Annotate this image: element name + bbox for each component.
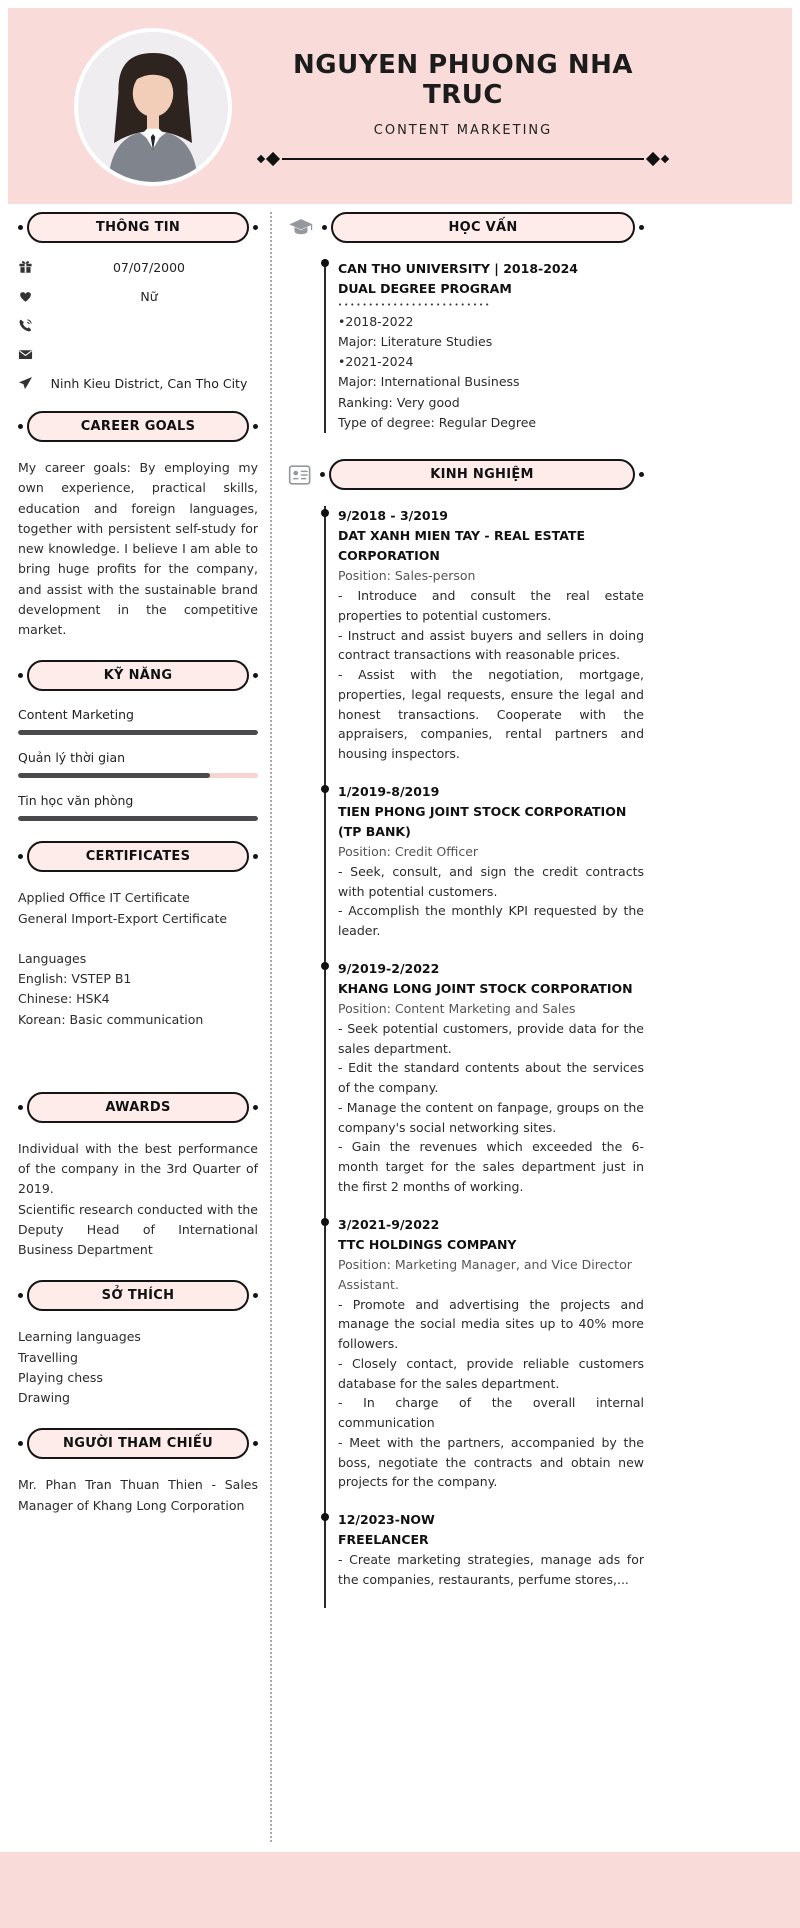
skill-item [18,707,258,735]
job-company: FREELANCER [338,1532,429,1548]
education-line: •2018-2022 [338,313,414,329]
job-bullet: - Seek potential customers, provide data for the sales department. [338,1020,644,1056]
section-heading-row [18,841,258,872]
job-entry-3 [326,959,644,1215]
diamond-icon [646,152,660,166]
skill-item [18,793,258,821]
timeline-dot [321,962,329,970]
section-heading-row [18,1428,258,1459]
section-heading-row [18,660,258,691]
education-school: CAN THO UNIVERSITY | 2018-2024 [338,261,578,276]
job-company: TTC HOLDINGS COMPANY [338,1236,517,1252]
section-heading-experience: KINH NGHIỆM [329,459,635,490]
pill-dot [639,472,644,477]
hobby-line: Drawing [18,1390,70,1405]
skill-label: Content Marketing [18,707,134,723]
job-entry-4 [326,1215,644,1511]
header-band [8,8,792,204]
birthday-value: 07/07/2000 [112,259,186,275]
mail-icon [18,347,40,362]
job-position: Position: Credit Officer [338,843,479,859]
section-heading-awards: AWARDS [27,1092,249,1123]
pill-dot [253,225,258,230]
right-column [288,212,644,1628]
info-row-phone [18,317,258,333]
career-goals-text: My career goals: By employing my own experience, practical skills, education and foreign languages, together with persistent self-study for new knowledge. I believe I am able to bring huge profits for the company, and assist with the sustainable brand development in the competitive market. [18,460,258,637]
job-company: TIEN PHONG JOINT STOCK CORPORATION (TP BANK) [338,803,627,839]
section-heading-info: THÔNG TIN [27,212,249,243]
section-heading-row [18,411,258,442]
address-value: Ninh Kieu District, Can Tho City [50,375,248,391]
pill-dot [253,424,258,429]
skill-bar-fill [18,773,210,778]
pill-dot [253,673,258,678]
gift-icon [18,260,40,275]
phone-icon [18,318,40,333]
job-position: Position: Marketing Manager, and Vice Director Assistant. [338,1256,632,1292]
avatar-illustration [78,32,228,182]
skill-item [18,750,258,778]
job-bullet: - Manage the content on fanpage, groups on the company's social networking sites. [338,1099,644,1135]
header-divider [258,154,668,164]
info-row-email [18,346,258,362]
pill-dot [320,472,325,477]
candidate-name: NGUYEN PHUONG NHA TRUC [293,50,633,110]
location-arrow-icon [18,376,40,391]
section-references [18,1428,258,1516]
pill-dot [18,1441,23,1446]
job-period: 3/2021-9/2022 [338,1216,440,1232]
section-skills [18,660,258,821]
reference-text: Mr. Phan Tran Thuan Thien - Sales Manager of Khang Long Corporation [18,1477,258,1513]
job-bullet: - Create marketing strategies, manage ads for the companies, restaurants, perfume stores,... [338,1552,644,1587]
skill-bar-track [18,730,258,735]
section-awards [18,1092,258,1261]
pill-dot [322,225,327,230]
skill-bar-fill [18,816,258,821]
section-heading-row [18,212,258,243]
certificate-line: Korean: Basic communication [18,1011,204,1027]
job-bullet: - Gain the revenues which exceeded the 6-month target for the sales department just in the first 2 months of working. [338,1139,644,1194]
section-heading-hobbies: SỞ THÍCH [27,1280,249,1311]
skill-bar-track [18,773,258,778]
pill-dot [253,854,258,859]
graduation-cap-icon [288,218,314,238]
pill-dot [639,225,644,230]
job-period: 9/2019-2/2022 [338,960,440,976]
header-text [258,50,668,164]
section-heading-career-goals: CAREER GOALS [27,411,249,442]
diamond-icon [266,152,280,166]
pill-dot [18,854,23,859]
section-experience [288,459,644,1608]
job-period: 1/2019-8/2019 [338,783,440,799]
timeline-dot [321,259,329,267]
footer-band [0,1852,800,1928]
certificate-line: Languages [18,950,87,966]
dotted-separator: ••••••••••••••••••••••••• [338,301,492,309]
education-line: Major: International Business [338,374,520,390]
left-column [18,212,258,1536]
divider-line [282,158,644,160]
job-bullet: - Introduce and consult the real estate properties to potential customers. [338,588,644,623]
id-card-icon [288,464,312,486]
certificate-line: Applied Office IT Certificate [18,890,190,906]
job-bullet: - Meet with the partners, accompanied by the boss, negotiate the contracts and obtain new projects for the company. [338,1434,644,1490]
education-line: Ranking: Very good [338,394,460,410]
education-entry [324,259,644,433]
job-bullet: - Closely contact, provide reliable customers database for the sales department. [338,1355,644,1391]
section-heading-row [288,212,644,243]
info-row-gender [18,288,258,304]
gender-value: Nữ [140,288,158,304]
education-line: Major: Literature Studies [338,333,493,349]
section-heading-row [18,1280,258,1311]
job-period: 9/2018 - 3/2019 [338,508,448,524]
candidate-title: CONTENT MARKETING [373,123,553,138]
pill-dot [18,673,23,678]
pill-dot [18,1293,23,1298]
education-line: Type of degree: Regular Degree [338,414,537,430]
heart-icon [18,289,40,304]
skill-bar-fill [18,730,258,735]
job-entry-5 [326,1510,644,1608]
hobby-line: Learning languages [18,1329,141,1345]
pill-dot [253,1105,258,1110]
certificate-line: General Import-Export Certificate [18,910,228,926]
section-heading-certificates: CERTIFICATES [27,841,249,872]
hobby-line: Travelling [18,1349,78,1365]
job-entry-2 [326,782,644,959]
job-bullet: - In charge of the overall internal communication [338,1395,644,1431]
job-company: KHANG LONG JOINT STOCK CORPORATION [338,980,633,996]
job-bullet: - Accomplish the monthly KPI requested by the leader. [338,903,644,939]
diamond-icon [661,155,669,163]
job-bullet: - Instruct and assist buyers and sellers in doing contract transactions with reasonable prices. [338,627,644,663]
section-info [18,212,258,391]
job-company: DAT XANH MIEN TAY - REAL ESTATE CORPORATION [338,528,585,564]
job-bullet: - Promote and advertising the projects and manage the social media sites up to 40% more followers. [338,1296,644,1352]
education-program: DUAL DEGREE PROGRAM [338,281,512,296]
skill-label: Quản lý thời gian [18,750,126,766]
timeline-dot [321,785,329,793]
pill-dot [253,1293,258,1298]
job-position: Position: Content Marketing and Sales [338,1000,576,1016]
job-entry-1 [326,506,644,782]
education-line: •2021-2024 [338,354,414,370]
section-heading-skills: KỸ NĂNG [27,660,249,691]
pill-dot [253,1441,258,1446]
pill-dot [18,424,23,429]
award-item: Individual with the best performance of the company in the 3rd Quarter of 2019. [18,1140,258,1197]
info-row-address [18,375,258,391]
section-certificates [18,841,258,1030]
pill-dot [18,1105,23,1110]
job-bullet: - Seek, consult, and sign the credit contracts with potential customers. [338,863,644,899]
certificate-line [18,929,258,949]
column-divider [270,212,272,1842]
hobby-line: Playing chess [18,1369,103,1385]
section-career-goals [18,411,258,640]
timeline-dot [321,1218,329,1226]
skill-label: Tin học văn phòng [18,793,134,809]
section-heading-references: NGƯỜI THAM CHIẾU [27,1428,249,1459]
experience-timeline [324,506,644,1608]
certificate-line: Chinese: HSK4 [18,991,110,1007]
job-bullet: - Assist with the negotiation, mortgage, properties, legal requests, ensure the legal and honest transactions. Cooperate with the appraisers, companies, rental partners and housing inspectors. [338,667,644,762]
job-period: 12/2023-NOW [338,1512,435,1528]
timeline-dot [321,1513,329,1521]
section-heading-row [288,459,644,490]
certificate-line: English: VSTEP B1 [18,971,132,986]
job-position: Position: Sales-person [338,568,476,584]
job-bullet: - Edit the standard contents about the services of the company. [338,1060,644,1096]
skill-bar-track [18,816,258,821]
section-education [288,212,644,433]
content-area [0,212,800,1842]
timeline-dot [321,509,329,517]
section-heading-education: HỌC VẤN [331,212,635,243]
section-hobbies [18,1280,258,1408]
diamond-icon [257,155,265,163]
section-heading-row [18,1092,258,1123]
award-item: Scientific research conducted with the Deputy Head of International Business Department [18,1201,258,1257]
info-row-birthday [18,259,258,275]
profile-photo [74,28,232,186]
pill-dot [18,225,23,230]
